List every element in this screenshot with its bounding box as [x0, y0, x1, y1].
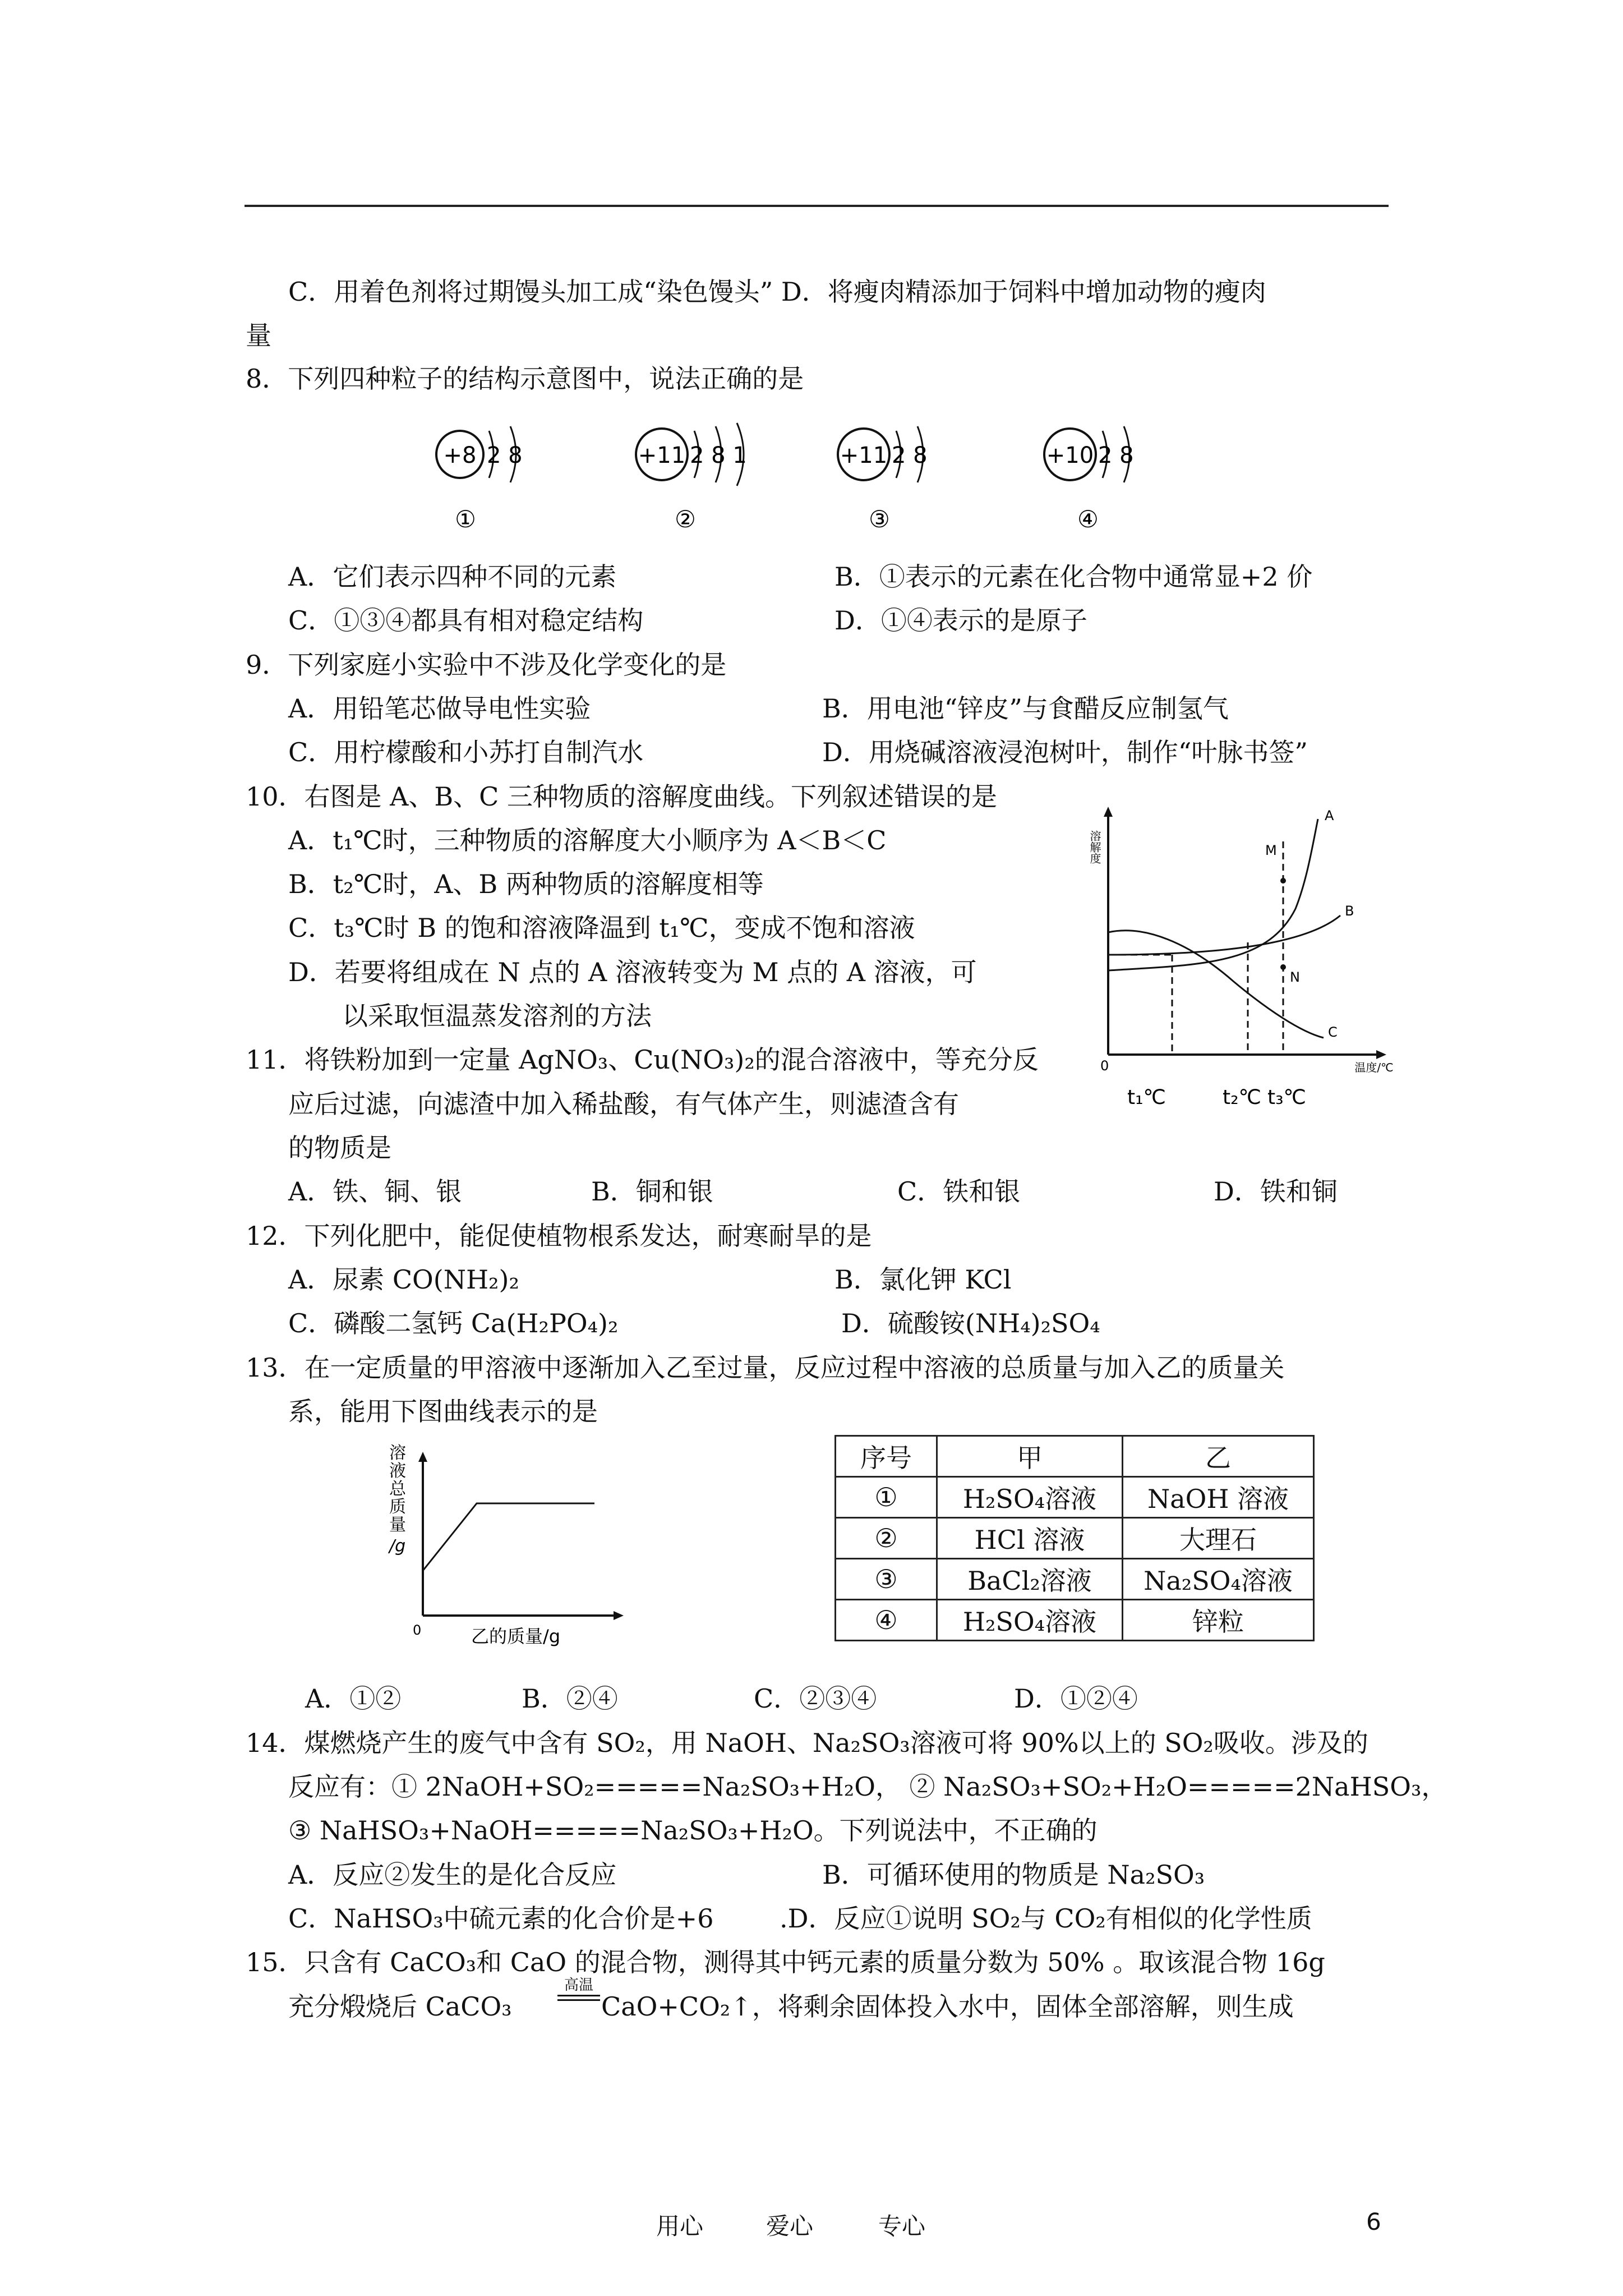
q9-option-c: C．用柠檬酸和小苏打自制汽水	[288, 737, 644, 767]
q14-stem-2: 反应有：① 2NaOH+SO₂=====Na₂SO₃+H₂O， ② Na₂SO₃+SO₂+H₂O=====2NaHSO₃，	[288, 1772, 1447, 1802]
q14-option-a: A．反应②发生的是化合反应	[288, 1860, 617, 1890]
table-cell: 大理石	[1123, 1518, 1314, 1559]
curve-c-label: C	[1328, 1024, 1338, 1040]
reaction-condition: 高温	[564, 1977, 593, 1994]
table-cell: ③	[836, 1559, 937, 1600]
origin-label: 0	[1100, 1058, 1109, 1074]
q8-option-a: A．它们表示四种不同的元素	[288, 562, 617, 592]
tick-t3: t₃℃	[1267, 1086, 1306, 1109]
svg-text:+11: +11	[840, 443, 888, 468]
tick-t2: t₂℃	[1223, 1086, 1261, 1109]
point-m	[1280, 878, 1286, 884]
curve-a	[1108, 819, 1318, 970]
q10-option-d-cont: 以采取恒温蒸发溶剂的方法	[342, 1001, 652, 1031]
curve-b-label: B	[1345, 903, 1354, 919]
q11-stem-2: 应后过滤，向滤渣中加入稀盐酸，有气体产生，则滤渣含有	[288, 1089, 959, 1119]
q11-option-a: A．铁、铜、银	[288, 1176, 462, 1207]
atom-diagram-2	[636, 423, 747, 533]
mass-y-label-3: 总	[389, 1479, 406, 1499]
q14-option-b: B．可循环使用的物质是 Na₂SO₃	[822, 1860, 1205, 1890]
q11-stem-1: 11．将铁粉加到一定量 AgNO₃、Cu(NO₃)₂的混合溶液中，等充分反	[246, 1045, 1039, 1075]
x-axis-arrow	[1376, 1050, 1386, 1059]
table-row	[836, 1559, 1314, 1600]
svg-text:④: ④	[1077, 505, 1099, 533]
q8-stem: 8．下列四种粒子的结构示意图中，说法正确的是	[246, 364, 804, 394]
q14-option-c: C．NaHSO₃中硫元素的化合价是+6	[288, 1903, 714, 1934]
table-cell: 锌粒	[1123, 1600, 1314, 1641]
x-axis-label: 温度/℃	[1354, 1061, 1394, 1074]
table-cell: NaOH 溶液	[1123, 1477, 1314, 1518]
q15-stem-1: 15．只含有 CaCO₃和 CaO 的混合物，测得其中钙元素的质量分数为 50% 。取该混合物 16g	[246, 1947, 1325, 1977]
q10-stem: 10．右图是 A、B、C 三种物质的溶解度曲线。下列叙述错误的是	[246, 781, 997, 812]
q14-stem-3: ③ NaHSO₃+NaOH=====Na₂SO₃+H₂O。下列说法中，不正确的	[288, 1815, 1098, 1846]
q8-option-c: C．①③④都具有相对稳定结构	[288, 605, 644, 636]
table-cell: Na₂SO₄溶液	[1123, 1559, 1314, 1600]
table-cell: ②	[836, 1518, 937, 1559]
svg-text:+10: +10	[1046, 443, 1094, 468]
svg-text:2 8: 2 8	[892, 443, 928, 468]
footer-item: 用心	[656, 2212, 704, 2240]
mass-x-label: 乙的质量/g	[471, 1626, 561, 1647]
point-n-label: N	[1290, 969, 1300, 985]
q13-option-b: B．②④	[522, 1683, 618, 1714]
q10-option-c: C．t₃℃时 B 的饱和溶液降温到 t₁℃，变成不饱和溶液	[288, 913, 915, 943]
page-number: 6	[1366, 2208, 1381, 2235]
table-header-cell: 序号	[836, 1436, 937, 1477]
header-rule	[245, 205, 1389, 207]
svg-text:③: ③	[869, 505, 890, 533]
q13-option-d: D．①②④	[1014, 1683, 1138, 1714]
q13-stem-1: 13．在一定质量的甲溶液中逐渐加入乙至过量，反应过程中溶液的总质量与加入乙的质量关	[246, 1352, 1285, 1383]
y-axis-label: 溶解度	[1088, 830, 1101, 864]
tick-t1: t₁℃	[1127, 1086, 1166, 1109]
q15-stem-2a: 充分煅烧后 CaCO₃	[288, 1991, 512, 2022]
reaction-table	[834, 1435, 1315, 1641]
table-cell: H₂SO₄溶液	[937, 1477, 1123, 1518]
footer-item: 专心	[878, 2212, 926, 2240]
q13-stem-2: 系，能用下图曲线表示的是	[288, 1396, 598, 1427]
table-cell: ①	[836, 1477, 937, 1518]
mass-x-axis-arrow	[614, 1611, 624, 1620]
mass-y-label-1: 溶	[389, 1443, 406, 1463]
q11-option-b: B．铜和银	[591, 1176, 713, 1207]
q11-option-d: D．铁和铜	[1214, 1176, 1338, 1207]
svg-text:2 8: 2 8	[487, 443, 523, 468]
solubility-chart	[1088, 797, 1402, 1111]
mass-y-label-4: 质	[389, 1497, 406, 1517]
footer-item: 爱心	[766, 2212, 814, 2240]
atom-diagram-1	[436, 426, 523, 533]
svg-text:①: ①	[455, 505, 476, 533]
table-header-cell: 乙	[1123, 1436, 1314, 1477]
point-n	[1280, 964, 1286, 970]
q9-option-d: D．用烧碱溶液浸泡树叶，制作“叶脉书签”	[822, 737, 1308, 767]
q11-stem-3: 的物质是	[288, 1133, 391, 1163]
atom-diagram-4	[1044, 426, 1134, 533]
q8-option-d: D．①④表示的是原子	[834, 605, 1087, 636]
table-row	[836, 1600, 1314, 1641]
table-cell: H₂SO₄溶液	[937, 1600, 1123, 1641]
q14-stem-1: 14．煤燃烧产生的废气中含有 SO₂，用 NaOH、Na₂SO₃溶液可将 90%以上的 SO₂吸收。涉及的	[246, 1728, 1368, 1758]
q9-option-a: A．用铅笔芯做导电性实验	[288, 693, 591, 724]
table-header-cell: 甲	[937, 1436, 1123, 1477]
mass-y-axis-arrow	[418, 1452, 427, 1462]
mass-y-label-unit: /g	[389, 1536, 406, 1556]
mass-chart	[381, 1442, 639, 1649]
q12-option-d: D．硫酸铵(NH₄)₂SO₄	[841, 1308, 1100, 1338]
table-header-row	[836, 1436, 1314, 1477]
table-row	[836, 1518, 1314, 1559]
q7-option-c: C．用着色剂将过期馒头加工成“染色馒头” D．将瘦肉精添加于饲料中增加动物的瘦肉	[288, 277, 1266, 307]
curve-b	[1108, 915, 1340, 955]
mass-y-label-2: 液	[389, 1461, 406, 1481]
svg-text:+8: +8	[443, 443, 477, 468]
table-cell: BaCl₂溶液	[937, 1559, 1123, 1600]
q9-stem: 9．下列家庭小实验中不涉及化学变化的是	[246, 650, 727, 680]
q12-option-a: A．尿素 CO(NH₂)₂	[288, 1264, 519, 1295]
atom-diagram-3	[838, 426, 928, 533]
reaction-arrow-line-2	[557, 1999, 600, 2001]
q10-option-d: D．若要将组成在 N 点的 A 溶液转变为 M 点的 A 溶液，可	[288, 957, 977, 987]
svg-text:②: ②	[675, 505, 696, 533]
curve-a-label: A	[1325, 808, 1334, 823]
mass-curve	[423, 1503, 594, 1571]
q8-option-b: B．①表示的元素在化合物中通常显+2 价	[834, 562, 1313, 592]
point-m-label: M	[1265, 843, 1277, 858]
svg-text:+11: +11	[638, 443, 686, 468]
q13-option-c: C．②③④	[754, 1683, 877, 1714]
q12-option-b: B．氯化钾 KCl	[834, 1264, 1012, 1295]
q12-stem: 12．下列化肥中，能促使植物根系发达，耐寒耐旱的是	[246, 1221, 872, 1251]
q12-option-c: C．磷酸二氢钙 Ca(H₂PO₄)₂	[288, 1308, 619, 1338]
q13-option-a: A．①②	[305, 1683, 402, 1714]
table-cell: HCl 溶液	[937, 1518, 1123, 1559]
table-cell: ④	[836, 1600, 937, 1641]
q7-option-c-cont: 量	[246, 320, 271, 351]
svg-text:2 8: 2 8	[1098, 443, 1134, 468]
reaction-arrow-line-1	[557, 1995, 600, 1996]
q10-option-a: A．t₁℃时，三种物质的溶解度大小顺序为 A＜B＜C	[288, 825, 887, 855]
q9-option-b: B．用电池“锌皮”与食醋反应制氢气	[822, 693, 1229, 724]
mass-origin-label: 0	[413, 1622, 422, 1638]
q11-option-c: C．铁和银	[897, 1176, 1021, 1207]
y-axis-arrow	[1104, 807, 1113, 817]
svg-text:2 8 1: 2 8 1	[690, 443, 747, 468]
q15-stem-2b: CaO+CO₂↑，将剩余固体投入水中，固体全部溶解，则生成	[601, 1991, 1294, 2022]
q14-option-d: .D．反应①说明 SO₂与 CO₂有相似的化学性质	[780, 1903, 1312, 1934]
mass-y-label-5: 量	[389, 1515, 406, 1535]
table-row	[836, 1477, 1314, 1518]
q10-option-b: B．t₂℃时，A、B 两种物质的溶解度相等	[288, 869, 764, 899]
